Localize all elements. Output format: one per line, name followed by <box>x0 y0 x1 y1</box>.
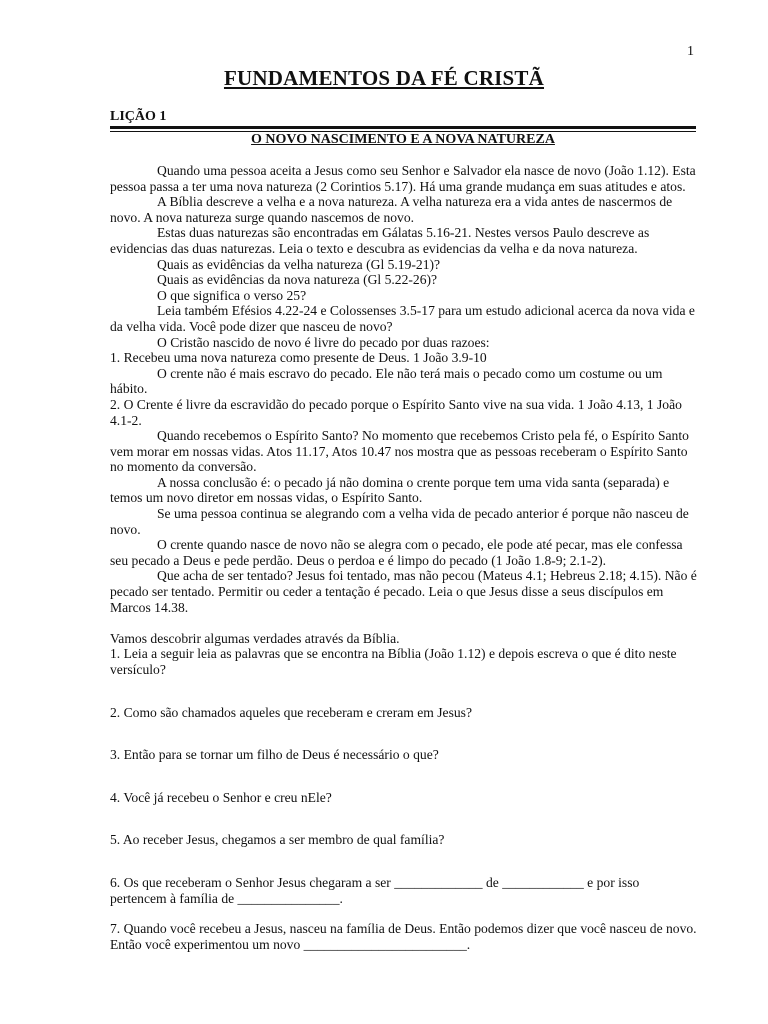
paragraph: O crente não é mais escravo do pecado. Ele não terá mais o pecado como um costume ou um hábito. <box>110 365 663 397</box>
paragraph: Leia também Efésios 4.22-24 e Colossenses 3.5-17 para um estudo adicional acerca da nova vida e da velha vida. Você pode dizer que nasceu de novo? <box>110 303 695 334</box>
paragraph: O crente quando nasce de novo não se alegra com o pecado, ele pode até pecar, mas ele confessa seu pecado a Deus e pede perdão. Deus o perdoa e é limpo do pecado (1 João 1.8-9; 2.1-2). <box>110 537 683 568</box>
document-title: FUNDAMENTOS DA FÉ CRISTÃ <box>223 66 545 90</box>
paragraph: Quando recebemos o Espírito Santo? No momento que recebemos Cristo pela fé, o Espírito Santo vem morar em nossas vidas. Atos 11.17, Atos 10.47 nos mostra que as pessoas receberam o Espírito Santo no momento da conversão. <box>110 428 689 475</box>
paragraph: Quais as evidências da velha natureza (Gl 5.19-21)? <box>157 256 441 272</box>
study-intro: Vamos descobrir algumas verdades através da Bíblia. <box>110 630 400 646</box>
paragraph: O Cristão nascido de novo é livre do pecado por duas razoes: <box>157 334 490 350</box>
paragraph: A Bíblia descreve a velha e a nova natureza. A velha natureza era a vida antes de nascermos de novo. A nova natureza surge quando nascemos de novo. <box>110 194 673 225</box>
paragraph: O que significa o verso 25? <box>157 287 307 303</box>
paragraph: Que acha de ser tentado? Jesus foi tentado, mas não pecou (Mateus 4.1; Hebreus 2.18; 4.15). Não é pecado ser tentado. Permitir ou ceder a tentação é pecado. Leia o que Jesus disse a seus discípulos em Marcos 14.38. <box>110 568 697 615</box>
paragraph: Quais as evidências da nova natureza (Gl 5.22-26)? <box>157 272 438 288</box>
header-rule-thick <box>110 126 696 129</box>
paragraph: Quando uma pessoa aceita a Jesus como seu Senhor e Salvador ela nasce de novo (João 1.12). Esta pessoa passa a ter uma nova natureza (2 Corintios 5.17). Há uma grande mudança em suas atitudes e atos. <box>110 163 696 194</box>
page-number: 1 <box>687 44 694 59</box>
question-3: 3. Então para se tornar um filho de Deus é necessário o que? <box>110 747 439 763</box>
list-item: 1. Recebeu uma nova natureza como presente de Deus. 1 João 3.9-10 <box>110 350 487 366</box>
question-2: 2. Como são chamados aqueles que receberam e creram em Jesus? <box>110 704 472 720</box>
paragraph: A nossa conclusão é: o pecado já não domina o crente porque tem uma vida santa (separada) e temos um novo diretor em nossas vidas, o Espírito Santo. <box>110 474 670 506</box>
question-4: 4. Você já recebeu o Senhor e creu nEle? <box>110 789 332 805</box>
list-item: 2. O Crente é livre da escravidão do pecado porque o Espírito Santo vive na sua vida. 1 João 4.13, 1 João 4.1-2. <box>110 396 682 428</box>
lesson-subtitle: O NOVO NASCIMENTO E A NOVA NATUREZA <box>251 132 555 147</box>
lesson-label: LIÇÃO 1 <box>110 109 167 124</box>
question-1: 1. Leia a seguir leia as palavras que se encontra na Bíblia (João 1.12) e depois escreva o que é dito neste versículo? <box>110 646 677 677</box>
question-7: 7. Quando você recebeu a Jesus, nasceu na família de Deus. Então podemos dizer que você nasceu de novo. Então você experimentou um novo ________________________. <box>110 921 697 952</box>
document-body <box>110 163 698 952</box>
paragraph: Estas duas naturezas são encontradas em Gálatas 5.16-21. Nestes versos Paulo descreve as evidencias das duas naturezas. Leia o texto e descubra as evidencias da velha e da nova natureza. <box>110 225 650 256</box>
paragraph: Se uma pessoa continua se alegrando com a velha vida de pecado anterior é porque não nasceu de novo. <box>110 506 689 537</box>
question-5: 5. Ao receber Jesus, chegamos a ser membro de qual família? <box>110 832 445 848</box>
question-6: 6. Os que receberam o Senhor Jesus chegaram a ser _____________ de ____________ e por isso pertencem à família de _______________. <box>110 874 640 906</box>
